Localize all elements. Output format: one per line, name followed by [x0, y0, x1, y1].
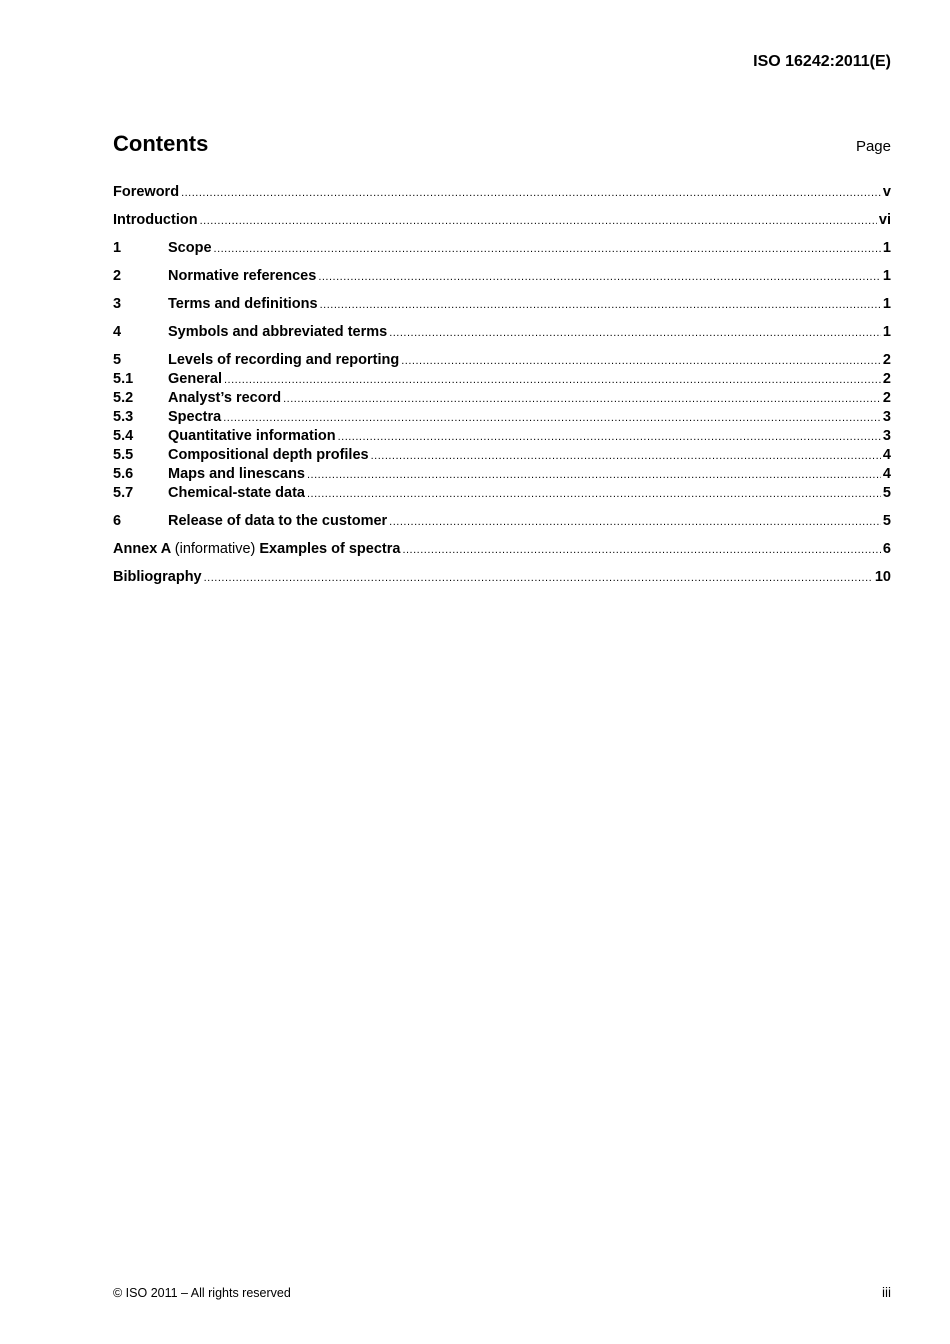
toc-entry-release-of-data[interactable] — [113, 512, 891, 531]
toc-entry-title: Spectra — [168, 409, 222, 425]
toc-entry-page: vi — [878, 212, 891, 228]
toc-entry-page: 6 — [882, 541, 891, 557]
dot-leader — [283, 390, 881, 409]
dot-leader — [402, 541, 880, 560]
toc-entry-page: 3 — [882, 428, 891, 444]
toc-entry-page: 5 — [882, 485, 891, 501]
table-of-contents — [113, 183, 891, 587]
toc-entry-levels-of-recording[interactable] — [113, 351, 891, 370]
toc-entry-foreword[interactable] — [113, 183, 891, 202]
toc-entry-number: 3 — [113, 296, 122, 312]
toc-entry-title: Release of data to the customer — [168, 513, 388, 529]
toc-entry-title: Foreword — [113, 184, 180, 200]
toc-entry-page: 1 — [882, 324, 891, 340]
dot-leader — [389, 513, 881, 532]
toc-entry-title: Maps and linescans — [168, 466, 305, 482]
toc-entry-page: 10 — [874, 569, 891, 585]
dot-leader — [338, 428, 881, 447]
dot-leader — [181, 184, 881, 203]
toc-entry-title: General — [168, 371, 222, 387]
toc-entry-number: 5.2 — [113, 390, 134, 406]
annex-qualifier: (informative) — [174, 541, 256, 557]
toc-entry-title: Scope — [168, 240, 212, 256]
toc-entry-page: 3 — [882, 409, 891, 425]
toc-entry-page: 5 — [882, 513, 891, 529]
toc-entry-title: Levels of recording and reporting — [168, 352, 400, 368]
toc-entry-bibliography[interactable] — [113, 568, 891, 587]
toc-entry-number: 5.1 — [113, 371, 134, 387]
toc-entry-introduction[interactable] — [113, 211, 891, 230]
toc-entry-number: 2 — [113, 268, 122, 284]
toc-entry-page: 1 — [882, 296, 891, 312]
dot-leader — [307, 485, 881, 504]
toc-entry-number: 5.4 — [113, 428, 134, 444]
toc-entry-number: 5.6 — [113, 466, 134, 482]
toc-entry-title: Symbols and abbreviated terms — [168, 324, 388, 340]
toc-entry-symbols[interactable] — [113, 323, 891, 342]
toc-entry-scope[interactable] — [113, 239, 891, 258]
toc-entry-chemical-state-data[interactable] — [113, 484, 891, 503]
toc-entry-terms-and-definitions[interactable] — [113, 295, 891, 314]
toc-entry-number: 6 — [113, 513, 122, 529]
annex-label: Annex A — [113, 541, 171, 557]
toc-entry-title: Compositional depth profiles — [168, 447, 369, 463]
toc-entry-compositional-depth-profiles[interactable] — [113, 446, 891, 465]
toc-entry-title: Introduction — [113, 212, 198, 228]
toc-entry-page: 1 — [882, 240, 891, 256]
contents-heading: Contents — [113, 131, 209, 156]
dot-leader — [204, 569, 873, 588]
toc-entry-maps-and-linescans[interactable] — [113, 465, 891, 484]
toc-entry-page: v — [882, 184, 891, 200]
toc-entry-general[interactable] — [113, 370, 891, 389]
annex-title: Examples of spectra — [259, 541, 401, 557]
dot-leader — [318, 268, 881, 287]
dot-leader — [214, 240, 881, 259]
toc-entry-spectra[interactable] — [113, 408, 891, 427]
toc-entry-page: 2 — [882, 371, 891, 387]
toc-entry-number: 5.3 — [113, 409, 134, 425]
toc-entry-number: 5.7 — [113, 485, 134, 501]
dot-leader — [371, 447, 881, 466]
toc-entry-quantitative-information[interactable] — [113, 427, 891, 446]
toc-entry-number: 5 — [113, 352, 122, 368]
toc-entry-title: Normative references — [168, 268, 317, 284]
copyright-notice: © ISO 2011 – All rights reserved — [113, 1286, 291, 1300]
toc-entry-analysts-record[interactable] — [113, 389, 891, 408]
toc-entry-title: Quantitative information — [168, 428, 336, 444]
page-column-label: Page — [855, 138, 891, 155]
toc-entry-number: 1 — [113, 240, 122, 256]
toc-entry-normative-references[interactable] — [113, 267, 891, 286]
toc-entry-page: 2 — [882, 352, 891, 368]
toc-entry-title: Chemical-state data — [168, 485, 305, 501]
toc-entry-page: 1 — [882, 268, 891, 284]
toc-entry-title — [113, 540, 400, 559]
dot-leader — [401, 352, 881, 371]
dot-leader — [200, 212, 877, 231]
dot-leader — [389, 324, 881, 343]
dot-leader — [307, 466, 881, 485]
dot-leader — [223, 409, 881, 428]
toc-entry-page: 4 — [882, 447, 891, 463]
document-id: ISO 16242:2011(E) — [753, 53, 891, 70]
toc-entry-page: 4 — [882, 466, 891, 482]
toc-entry-title: Bibliography — [113, 569, 202, 585]
dot-leader — [224, 371, 881, 390]
toc-entry-annex-a[interactable] — [113, 540, 891, 559]
toc-entry-number: 5.5 — [113, 447, 134, 463]
toc-entry-title: Analyst’s record — [168, 390, 282, 406]
toc-entry-number: 4 — [113, 324, 122, 340]
dot-leader — [320, 296, 881, 315]
page-number: iii — [882, 1285, 891, 1300]
toc-entry-page: 2 — [882, 390, 891, 406]
toc-entry-title: Terms and definitions — [168, 296, 318, 312]
